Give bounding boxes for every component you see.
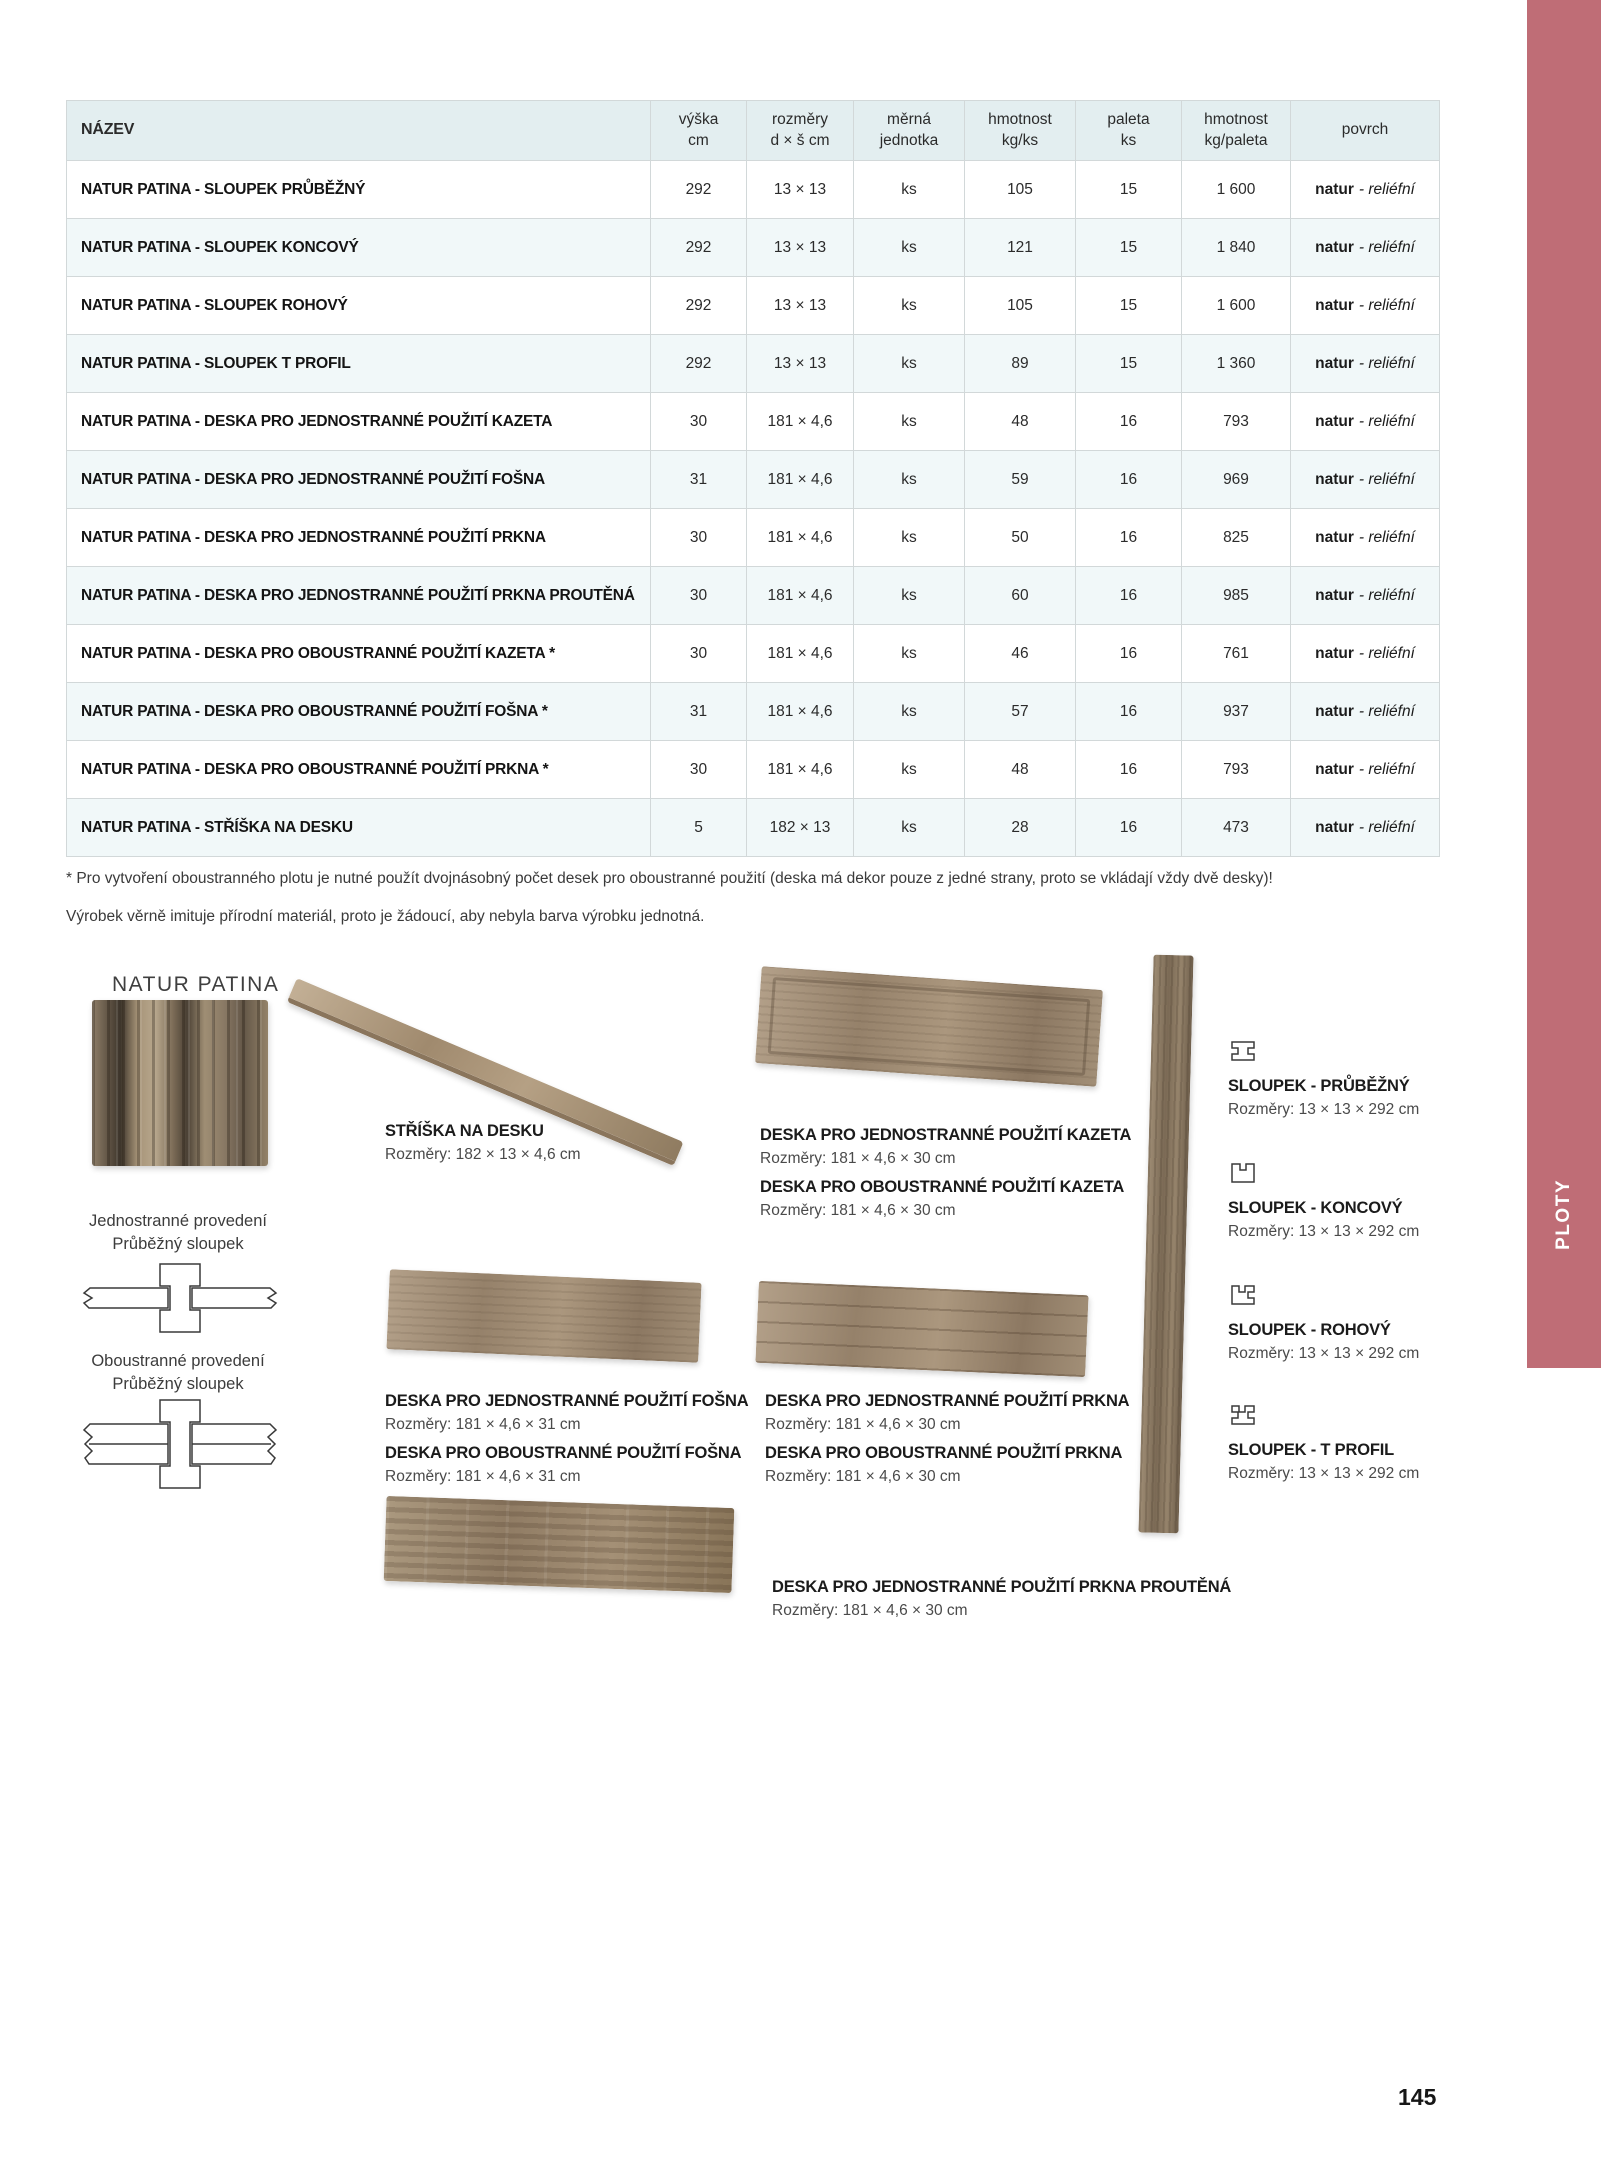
- col-header-nazev: NÁZEV: [67, 101, 651, 161]
- col-header-hmotnost-ks: hmotnost kg/ks: [965, 101, 1076, 161]
- sloupek-rohovy-item: SLOUPEK - ROHOVÝ Rozměry: 13 × 13 × 292 cm: [1228, 1282, 1528, 1363]
- cell-name: NATUR PATINA - SLOUPEK T PROFIL: [67, 335, 651, 393]
- prkna-photo: [755, 1281, 1088, 1377]
- cell-povrch: natur - reliéfní: [1291, 509, 1440, 567]
- table-header-row: [67, 101, 1440, 161]
- table-row: NATUR PATINA - DESKA PRO JEDNOSTRANNÉ POUŽITÍ PRKNA 30 181 × 4,6 ks 50 16 825 natur - reliéfní: [67, 509, 1440, 567]
- cell-povrch: natur - reliéfní: [1291, 161, 1440, 219]
- page-number: 145: [1398, 2084, 1437, 2110]
- table-row: NATUR PATINA - SLOUPEK ROHOVÝ 292 13 × 13 ks 105 15 1 600 natur - reliéfní: [67, 277, 1440, 335]
- table-row: NATUR PATINA - SLOUPEK PRŮBĚŽNÝ 292 13 × 13 ks 105 15 1 600 natur - reliéfní: [67, 161, 1440, 219]
- post-continuous-profile-icon: [1228, 1038, 1258, 1064]
- cell-name: NATUR PATINA - SLOUPEK KONCOVÝ: [67, 219, 651, 277]
- fosna-photo: [386, 1269, 701, 1363]
- cell-povrch: natur - reliéfní: [1291, 567, 1440, 625]
- cell-povrch: natur - reliéfní: [1291, 393, 1440, 451]
- double-sided-cross-section-diagram: [72, 1396, 288, 1492]
- prkna-labels: DESKA PRO JEDNOSTRANNÉ POUŽITÍ PRKNA Rozměry: 181 × 4,6 × 30 cm DESKA PRO OBOUSTRANNÉ POUŽITÍ PRKNA Rozměry: 181 × 4,6 × 30 cm: [765, 1392, 1130, 1486]
- col-header-rozmery: rozměry d × š cm: [747, 101, 854, 161]
- kazeta-photo: [755, 966, 1103, 1087]
- cell-name: NATUR PATINA - DESKA PRO JEDNOSTRANNÉ POUŽITÍ FOŠNA: [67, 451, 651, 509]
- table-row: NATUR PATINA - DESKA PRO JEDNOSTRANNÉ POUŽITÍ FOŠNA 31 181 × 4,6 ks 59 16 969 natur - reliéfní: [67, 451, 1440, 509]
- table-row: NATUR PATINA - DESKA PRO OBOUSTRANNÉ POUŽITÍ PRKNA * 30 181 × 4,6 ks 48 16 793 natur - reliéfní: [67, 741, 1440, 799]
- section-title: NATUR PATINA: [112, 973, 280, 996]
- chapter-tab-label: PLOTY: [1553, 1179, 1574, 1250]
- footnote-barva: Výrobek věrně imituje přírodní materiál, proto je žádoucí, aby nebyla barva výrobku jednotná.: [66, 908, 705, 925]
- cell-name: NATUR PATINA - DESKA PRO OBOUSTRANNÉ POUŽITÍ PRKNA *: [67, 741, 651, 799]
- col-header-hmotnost-paleta: hmotnost kg/paleta: [1182, 101, 1291, 161]
- table-row: NATUR PATINA - DESKA PRO JEDNOSTRANNÉ POUŽITÍ PRKNA PROUTĚNÁ 30 181 × 4,6 ks 60 16 985 natur - reliéfní: [67, 567, 1440, 625]
- table-row: NATUR PATINA - DESKA PRO OBOUSTRANNÉ POUŽITÍ FOŠNA * 31 181 × 4,6 ks 57 16 937 natur - reliéfní: [67, 683, 1440, 741]
- cell-name: NATUR PATINA - DESKA PRO JEDNOSTRANNÉ POUŽITÍ KAZETA: [67, 393, 651, 451]
- sloupek-koncovy-item: SLOUPEK - KONCOVÝ Rozměry: 13 × 13 × 292 cm: [1228, 1160, 1528, 1241]
- cell-name: NATUR PATINA - STŘÍŠKA NA DESKU: [67, 799, 651, 857]
- product-table-wrap: [66, 100, 1440, 857]
- col-header-jednotka: měrná jednotka: [854, 101, 965, 161]
- col-header-paleta: paleta ks: [1076, 101, 1182, 161]
- cell-povrch: natur - reliéfní: [1291, 741, 1440, 799]
- cell-name: NATUR PATINA - DESKA PRO OBOUSTRANNÉ POUŽITÍ KAZETA *: [67, 625, 651, 683]
- cell-name: NATUR PATINA - DESKA PRO JEDNOSTRANNÉ POUŽITÍ PRKNA: [67, 509, 651, 567]
- cell-povrch: natur - reliéfní: [1291, 335, 1440, 393]
- diagram2-caption: Oboustranné provedení Průběžný sloupek: [91, 1352, 265, 1394]
- table-row: NATUR PATINA - DESKA PRO JEDNOSTRANNÉ POUŽITÍ KAZETA 30 181 × 4,6 ks 48 16 793 natur - reliéfní: [67, 393, 1440, 451]
- post-t-profile-icon: [1228, 1402, 1258, 1428]
- striska-label: STŘÍŠKA NA DESKU Rozměry: 182 × 13 × 4,6 cm: [385, 1122, 581, 1163]
- product-table: [66, 100, 1440, 857]
- cell-name: NATUR PATINA - DESKA PRO JEDNOSTRANNÉ POUŽITÍ PRKNA PROUTĚNÁ: [67, 567, 651, 625]
- post-end-profile-icon: [1228, 1160, 1258, 1186]
- cell-povrch: natur - reliéfní: [1291, 219, 1440, 277]
- cell-name: NATUR PATINA - SLOUPEK ROHOVÝ: [67, 277, 651, 335]
- prkna-proutena-label: DESKA PRO JEDNOSTRANNÉ POUŽITÍ PRKNA PROUTĚNÁ Rozměry: 181 × 4,6 × 30 cm: [772, 1578, 1232, 1619]
- sloupek-photo: [1138, 955, 1193, 1534]
- col-header-vyska: výška cm: [651, 101, 747, 161]
- prkna-proutena-photo: [384, 1496, 735, 1593]
- single-sided-cross-section-diagram: [72, 1258, 288, 1338]
- sloupek-tprofil-item: SLOUPEK - T PROFIL Rozměry: 13 × 13 × 292 cm: [1228, 1402, 1528, 1483]
- post-corner-profile-icon: [1228, 1282, 1258, 1308]
- footnote-oboustranny: * Pro vytvoření oboustranného plotu je nutné použít dvojnásobný počet desek pro oboustranné použití (deska má dekor pouze z jedné strany, proto se vkládají vždy dvě desky)!: [66, 870, 1273, 887]
- cell-name: NATUR PATINA - DESKA PRO OBOUSTRANNÉ POUŽITÍ FOŠNA *: [67, 683, 651, 741]
- cell-povrch: natur - reliéfní: [1291, 683, 1440, 741]
- table-row: NATUR PATINA - DESKA PRO OBOUSTRANNÉ POUŽITÍ KAZETA * 30 181 × 4,6 ks 46 16 761 natur - reliéfní: [67, 625, 1440, 683]
- cell-povrch: natur - reliéfní: [1291, 799, 1440, 857]
- table-row: NATUR PATINA - SLOUPEK KONCOVÝ 292 13 × 13 ks 121 15 1 840 natur - reliéfní: [67, 219, 1440, 277]
- cell-name: NATUR PATINA - SLOUPEK PRŮBĚŽNÝ: [67, 161, 651, 219]
- sloupek-prubezny-item: SLOUPEK - PRŮBĚŽNÝ Rozměry: 13 × 13 × 292 cm: [1228, 1038, 1528, 1119]
- table-row: NATUR PATINA - STŘÍŠKA NA DESKU 5 182 × 13 ks 28 16 473 natur - reliéfní: [67, 799, 1440, 857]
- col-header-povrch: povrch: [1291, 101, 1440, 161]
- table-row: NATUR PATINA - SLOUPEK T PROFIL 292 13 × 13 ks 89 15 1 360 natur - reliéfní: [67, 335, 1440, 393]
- chapter-tab: [1527, 0, 1601, 1368]
- fosna-labels: DESKA PRO JEDNOSTRANNÉ POUŽITÍ FOŠNA Rozměry: 181 × 4,6 × 31 cm DESKA PRO OBOUSTRANNÉ POUŽITÍ FOŠNA Rozměry: 181 × 4,6 × 31 cm: [385, 1392, 749, 1486]
- cell-povrch: natur - reliéfní: [1291, 277, 1440, 335]
- kazeta-labels: DESKA PRO JEDNOSTRANNÉ POUŽITÍ KAZETA Rozměry: 181 × 4,6 × 30 cm DESKA PRO OBOUSTRANNÉ POUŽITÍ KAZETA Rozměry: 181 × 4,6 × 30 cm: [760, 1126, 1132, 1220]
- cell-povrch: natur - reliéfní: [1291, 451, 1440, 509]
- cell-povrch: natur - reliéfní: [1291, 625, 1440, 683]
- natur-patina-texture-image: [92, 1000, 268, 1166]
- diagram1-caption: Jednostranné provedení Průběžný sloupek: [89, 1212, 267, 1254]
